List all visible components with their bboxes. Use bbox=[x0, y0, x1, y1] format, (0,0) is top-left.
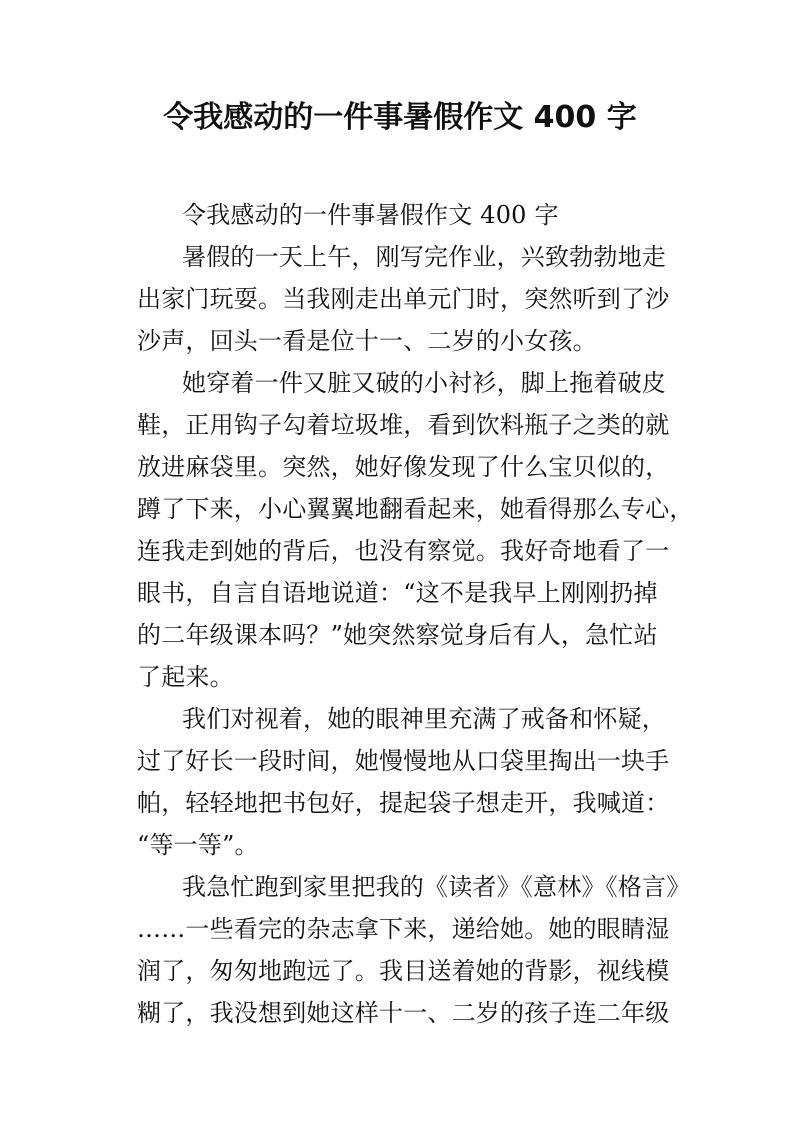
text-line: ……一些看完的杂志拿下来，递给她。她的眼睛湿 bbox=[137, 915, 670, 943]
text-line: 蹲了下来，小心翼翼地翻看起来，她看得那么专心， bbox=[137, 495, 694, 523]
document-body bbox=[137, 194, 697, 1034]
text-line: 我急忙跑到家里把我的《读者》《意林》《格言》 bbox=[182, 873, 691, 901]
text-line: 糊了，我没想到她这样十一、二岁的孩子连二年级 bbox=[137, 999, 670, 1027]
text-line: 暑假的一天上午，刚写完作业，兴致勃勃地走 bbox=[182, 243, 666, 271]
text-line: 沙声，回头一看是位十一、二岁的小女孩。 bbox=[137, 327, 597, 355]
text-line: 的二年级课本吗？”她突然察觉身后有人，急忙站 bbox=[137, 621, 658, 649]
text-line: 她穿着一件又脏又破的小衬衫，脚上拖着破皮 bbox=[182, 369, 666, 397]
text-line: 了起来。 bbox=[137, 663, 234, 691]
text-line: 过了好长一段时间，她慢慢地从口袋里掏出一块手 bbox=[137, 747, 670, 775]
text-line: 令我感动的一件事暑假作文 400 字 bbox=[182, 201, 559, 229]
text-line: 鞋，正用钩子勾着垃圾堆，看到饮料瓶子之类的就 bbox=[137, 411, 670, 439]
text-line: “等一等”。 bbox=[137, 831, 259, 859]
text-line: 我们对视着，她的眼神里充满了戒备和怀疑， bbox=[182, 705, 666, 733]
text-line: 润了，匆匆地跑远了。我目送着她的背影，视线模 bbox=[137, 957, 670, 985]
document-title: 令我感动的一件事暑假作文 400 字 bbox=[163, 100, 637, 135]
text-line: 放进麻袋里。突然，她好像发现了什么宝贝似的， bbox=[137, 453, 670, 481]
text-line: 出家门玩耍。当我刚走出单元门时，突然听到了沙 bbox=[137, 285, 670, 313]
text-line: 连我走到她的背后，也没有察觉。我好奇地看了一 bbox=[137, 537, 670, 565]
text-line: 帕，轻轻地把书包好，提起袋子想走开，我喊道： bbox=[137, 789, 670, 817]
text-line: 眼书，自言自语地说道：“这不是我早上刚刚扔掉 bbox=[137, 579, 658, 607]
